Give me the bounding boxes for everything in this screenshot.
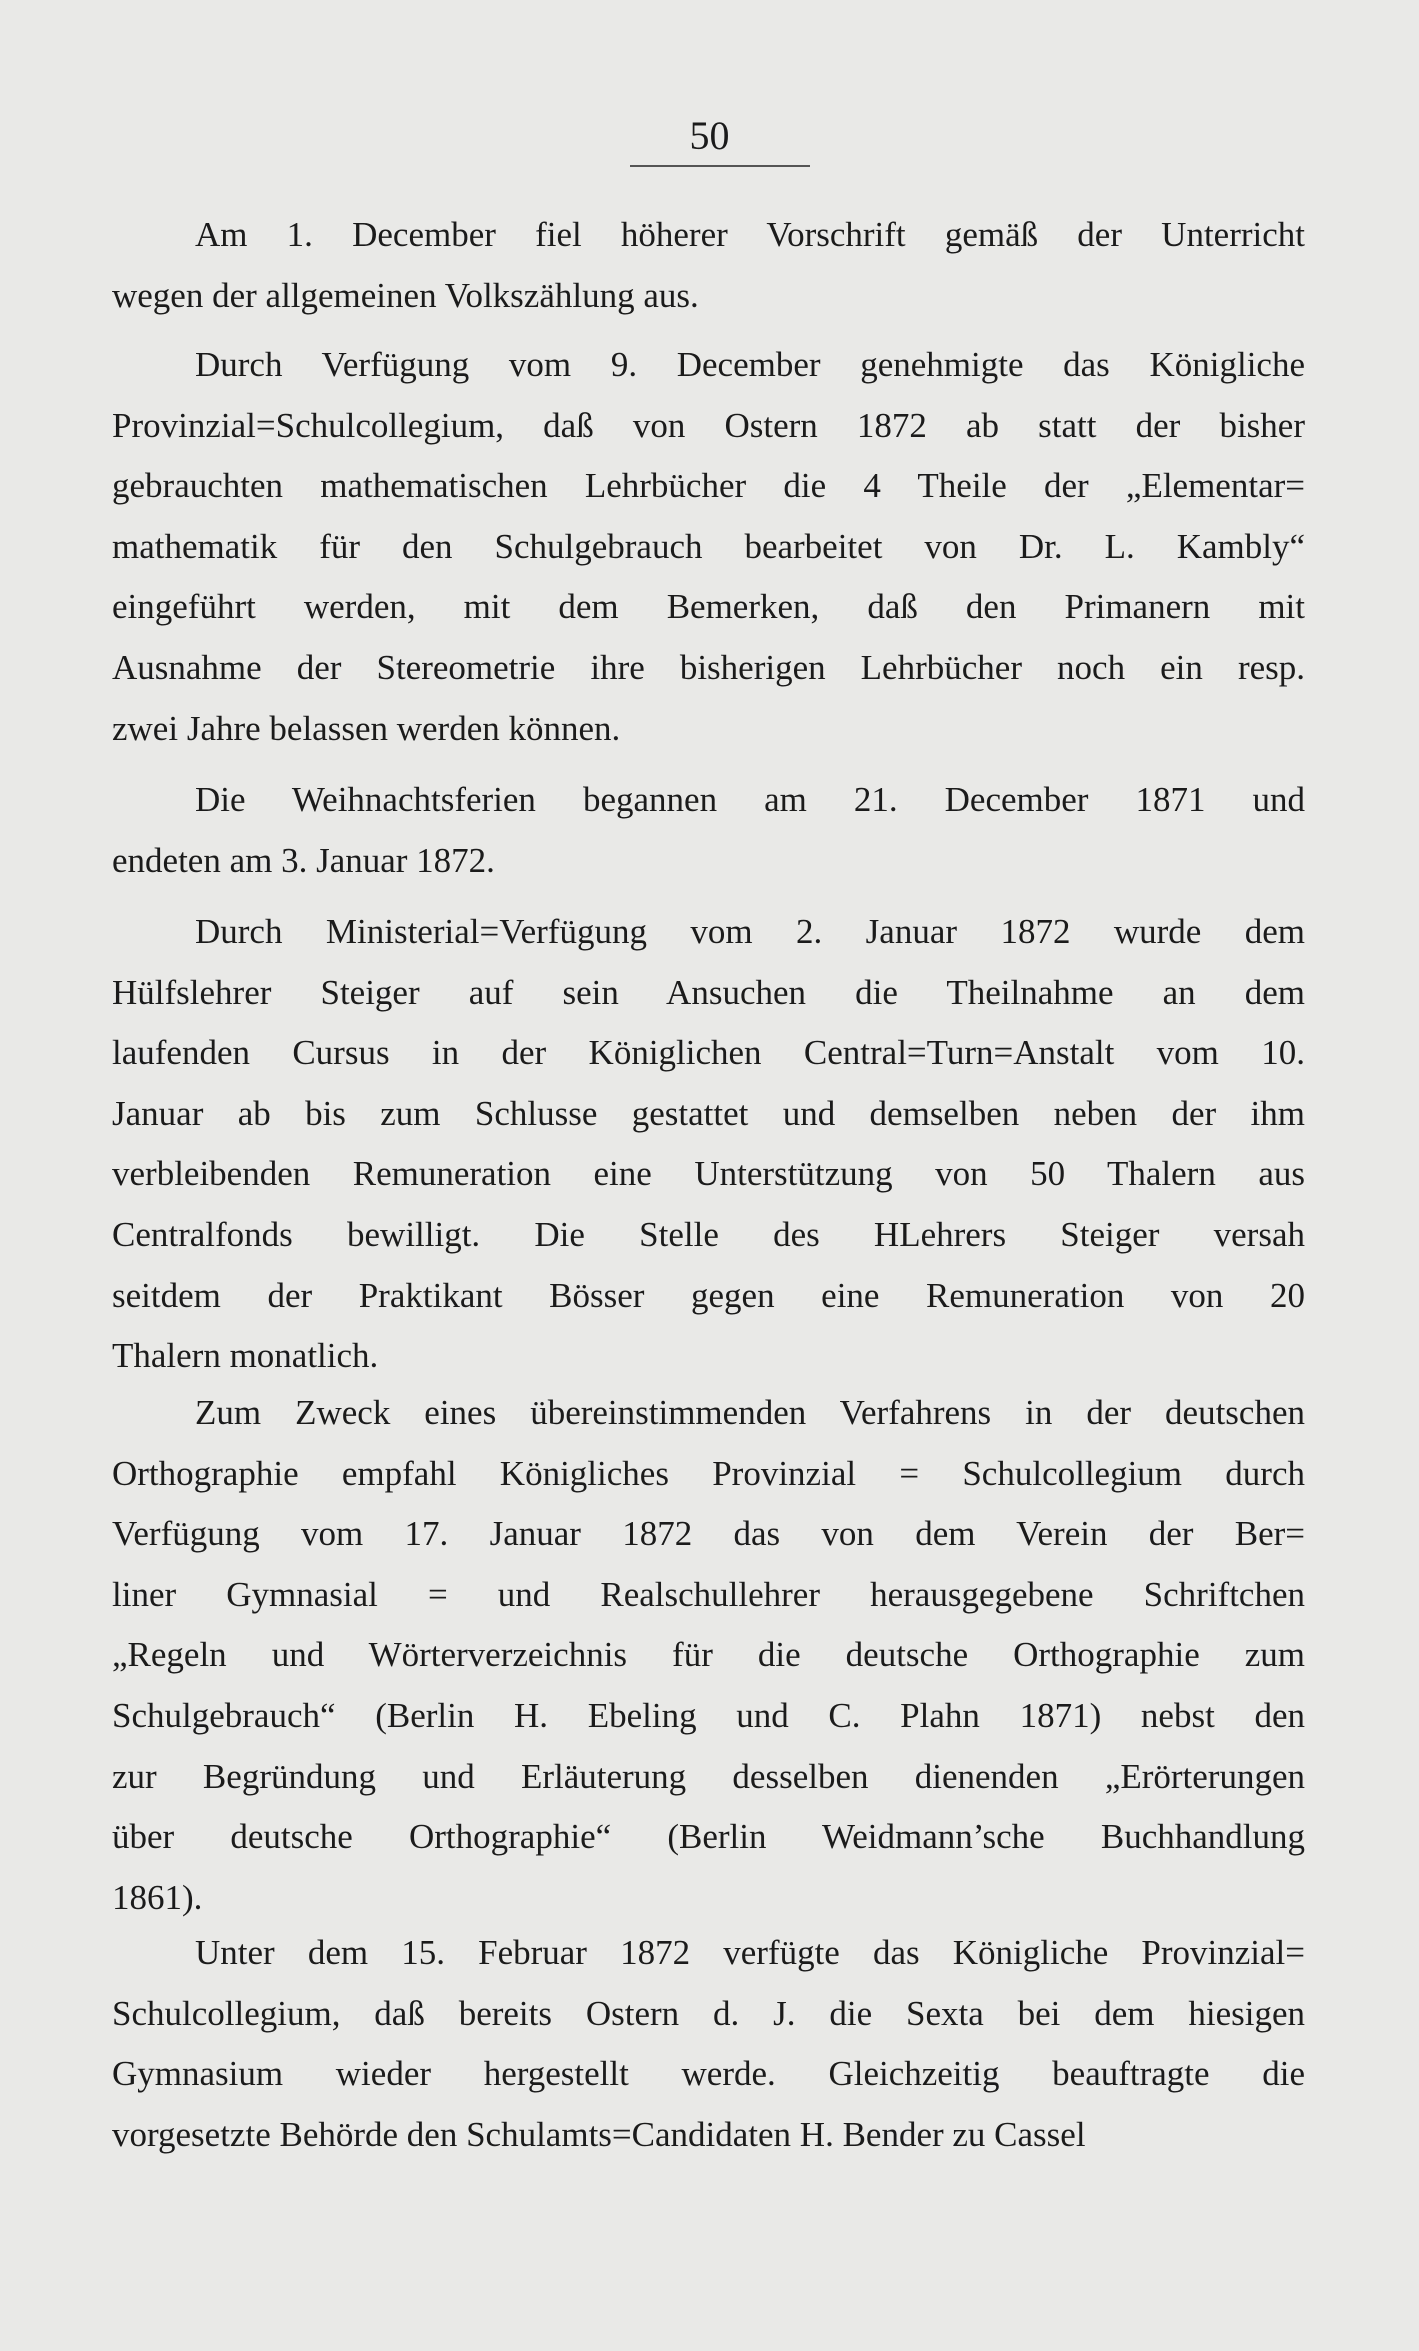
text-line: Hülfslehrer Steiger auf sein Ansuchen die Theilnahme an dem <box>112 972 1305 1012</box>
text-line: Die Weihnachtsferien begannen am 21. December 1871 und <box>195 780 1305 819</box>
text-line: Gymnasium wieder hergestellt werde. Gleichzeitig beauftragte die <box>112 2054 1305 2094</box>
text-line: Ausnahme der Stereometrie ihre bisherigen Lehrbücher noch ein resp. <box>112 648 1305 687</box>
text-line: seitdem der Praktikant Bösser gegen eine Remuneration von 20 <box>112 1275 1305 1315</box>
text-line: Zum Zweck eines übereinstimmenden Verfahrens in der deutschen <box>195 1393 1305 1432</box>
text-line: Verfügung vom 17. Januar 1872 das von dem Verein der Ber= <box>112 1514 1305 1554</box>
text-line: gebrauchten mathematischen Lehrbücher die 4 Theile der „Elementar= <box>112 466 1305 506</box>
header-rule <box>630 165 810 167</box>
text-line: verbleibenden Remuneration eine Unterstützung von 50 Thalern aus <box>112 1154 1305 1194</box>
text-line: vorgesetzte Behörde den Schulamts=Candidaten H. Bender zu Cassel <box>112 2114 1086 2154</box>
page-number: 50 <box>689 113 730 158</box>
text-line: Schulcollegium, daß bereits Ostern d. J. die Sexta bei dem hiesigen <box>112 1993 1305 2033</box>
text-line: Centralfonds bewilligt. Die Stelle des HLehrers Steiger versah <box>112 1215 1305 1254</box>
text-line: „Regeln und Wörterverzeichnis für die deutsche Orthographie zum <box>112 1635 1305 1675</box>
text-line: Orthographie empfahl Königliches Provinzial = Schulcollegium durch <box>112 1453 1305 1493</box>
text-line: laufenden Cursus in der Königlichen Central=Turn=Anstalt vom 10. <box>112 1033 1305 1073</box>
text-line: Durch Verfügung vom 9. December genehmigte das Königliche <box>195 345 1305 384</box>
text-line: Thalern monatlich. <box>112 1336 379 1376</box>
text-line: Schulgebrauch“ (Berlin H. Ebeling und C. Plahn 1871) nebst den <box>112 1696 1305 1735</box>
text-line: endeten am 3. Januar 1872. <box>112 840 495 880</box>
text-line: Unter dem 15. Februar 1872 verfügte das Königliche Provinzial= <box>195 1933 1305 1972</box>
text-line: wegen der allgemeinen Volkszählung aus. <box>112 275 699 315</box>
text-line: eingeführt werden, mit dem Bemerken, daß den Primanern mit <box>112 587 1305 627</box>
text-line: 1861). <box>112 1877 203 1917</box>
text-line: Am 1. December fiel höherer Vorschrift gemäß der Unterricht <box>195 215 1305 254</box>
text-line: zur Begründung und Erläuterung desselben dienenden „Erörterungen <box>112 1756 1305 1796</box>
text-line: Durch Ministerial=Verfügung vom 2. Januar 1872 wurde dem <box>195 912 1305 951</box>
text-line: zwei Jahre belassen werden können. <box>112 708 621 748</box>
text-line: über deutsche Orthographie“ (Berlin Weidmann’sche Buchhandlung <box>112 1817 1305 1857</box>
text-line: mathematik für den Schulgebrauch bearbeitet von Dr. L. Kambly“ <box>112 526 1305 566</box>
text-line: Provinzial=Schulcollegium, daß von Ostern 1872 ab statt der bisher <box>112 405 1305 445</box>
text-line: Januar ab bis zum Schlusse gestattet und demselben neben der ihm <box>112 1093 1305 1133</box>
text-line: liner Gymnasial = und Realschullehrer herausgegebene Schriftchen <box>112 1574 1305 1614</box>
